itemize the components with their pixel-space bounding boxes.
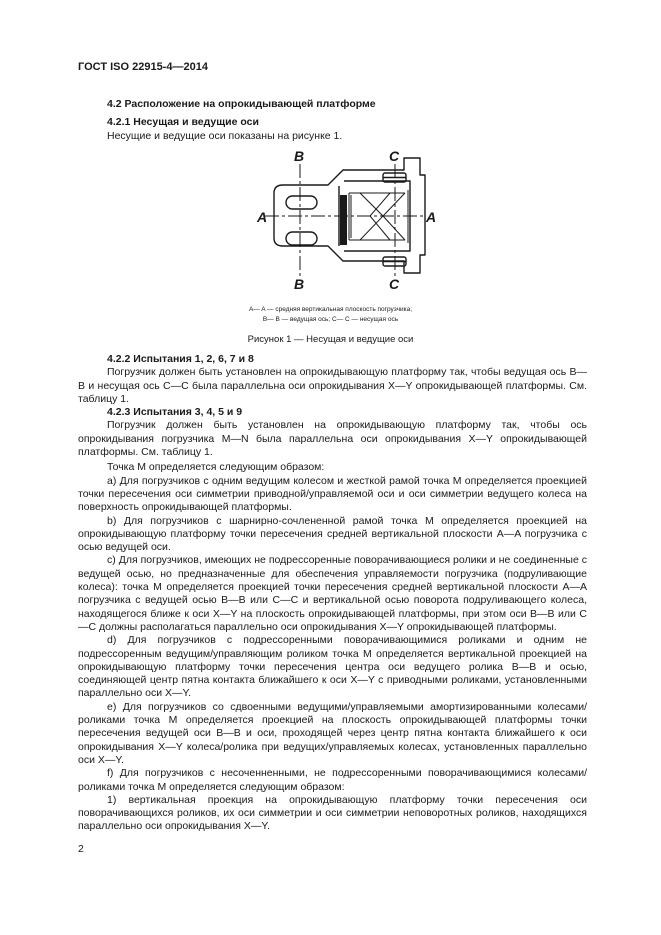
figure-legend-line-1: A— A — средняя вертикальная плоскость погрузчика; bbox=[248, 306, 412, 313]
list-item-f: f) Для погрузчиков с несоченненными, не подрессоренными поворачивающимися колесами/роликами точка M определяется следующим образом: bbox=[78, 767, 587, 793]
section-heading-4-2-2: 4.2.2 Испытания 1, 2, 6, 7 и 8 bbox=[107, 353, 254, 365]
label-b-top: B bbox=[294, 148, 305, 164]
figure-legend-line-2: B— B — ведущая ось; C— C — несущая ось bbox=[262, 316, 399, 323]
paragraph-4-2-3: Погрузчик должен быть установлен на опрокидывающую платформу так, чтобы ось опрокидывания погрузчика M—N была параллельна оси опрокидывания X—Y опрокидывающей платформы. См. таблицу 1. bbox=[78, 419, 587, 459]
figure-caption: Рисунок 1 — Несущая и ведущие оси bbox=[247, 334, 414, 345]
list-item-c: с) Для погрузчиков, имеющих не подрессоренные поворачивающиеся ролики и не соединенные с ведущей осью, но предназначенные для обеспечения управляемости погрузчика (подруливающие колеса): точка M определяется проекцией точки пересечения средней вертикальной плоскости A—A погрузчика с ведущей осью B—B или C—C и вертикальной осью поворота подруливающего колеса, находящегося ближе к оси X—Y на плоскость опрокидывающей платформы, при этом оси B—B или C—C должны располагаться параллельно оси опрокидывания X—Y опрокидывающей платформы. bbox=[78, 554, 587, 633]
paragraph-point-m: Точка M определяется следующим образом: bbox=[107, 461, 325, 474]
label-a-right: A bbox=[426, 209, 437, 225]
section-heading-4-2-3: 4.2.3 Испытания 3, 4, 5 и 9 bbox=[107, 406, 243, 419]
list-item-e: е) Для погрузчиков со сдвоенными ведущими/управляемыми амортизированными колесами/роликами точка M определяется проекцией на плоскость опрокидывающей платформы точки пересечения ведущей оси B—B и оси, проходящей через центр пятна контакта ближайшего к оси опрокидывания X—Y колеса/ролика при ведущих/управляемых колесах, установленных параллельно оси X—Y. bbox=[78, 700, 587, 766]
wheel-b-top bbox=[286, 196, 317, 209]
figure-axles-diagram bbox=[0, 0, 661, 300]
document-code-header: ГОСТ ISO 22915-4—2014 bbox=[78, 61, 208, 73]
mast-block bbox=[340, 195, 347, 245]
list-item-a: а) Для погрузчиков с одним ведущим колесом и жесткой рамой точка M определяется проекцией точки пересечения оси симметрии приводной/управляемой оси и оси симметрии ведущего колеса на поверхность опрокидывающей платформы. bbox=[78, 474, 587, 514]
paragraph-4-2-2: Погрузчик должен быть установлен на опрокидывающую платформу так, чтобы ведущая ось B—B и несущая ось C—C была параллельна оси опрокидывания X—Y опрокидывающей платформы. См. таблицу 1. bbox=[78, 366, 587, 405]
label-a-left: A bbox=[257, 209, 268, 225]
wheel-b-bottom bbox=[286, 232, 317, 245]
section-heading-4-2: 4.2 Расположение на опрокидывающей платформе bbox=[107, 98, 376, 110]
section-heading-4-2-1: 4.2.1 Несущая и ведущие оси bbox=[107, 116, 259, 128]
intro-paragraph: Несущие и ведущие оси показаны на рисунке 1. bbox=[107, 130, 343, 142]
list-item-f-1: 1) вертикальная проекция на опрокидывающую платформу точки пересечения оси поворачивающихся роликов, их оси симметрии и оси симметрии неповоротных роликов, находящихся параллельно оси опрокидывания X—Y. bbox=[78, 793, 587, 833]
label-c-bottom: C bbox=[389, 276, 400, 292]
body-text bbox=[78, 353, 587, 834]
list-item-b: b) Для погрузчиков с шарнирно-сочлененной рамой точка M определяется проекцией на опрокидывающую платформу точки пересечения средней вертикальной плоскости A—A погрузчика с осью ведущей оси. bbox=[78, 514, 587, 554]
label-b-bottom: B bbox=[294, 276, 305, 292]
list-item-d: d) Для погрузчиков с подрессоренными поворачивающимися роликами и одним не подрессоренным ведущим/управляющим роликом точка M определяется вертикальной проекцией на опрокидывающую платформу точки пересечения центра оси ведущего ролика B—B и осью, соединяющей центр пятна контакта ближайшего к оси X—Y с приводными роликами, установленными параллельно оси X—Y. bbox=[78, 634, 587, 700]
label-c-top: C bbox=[389, 148, 400, 164]
page-number: 2 bbox=[78, 843, 84, 855]
